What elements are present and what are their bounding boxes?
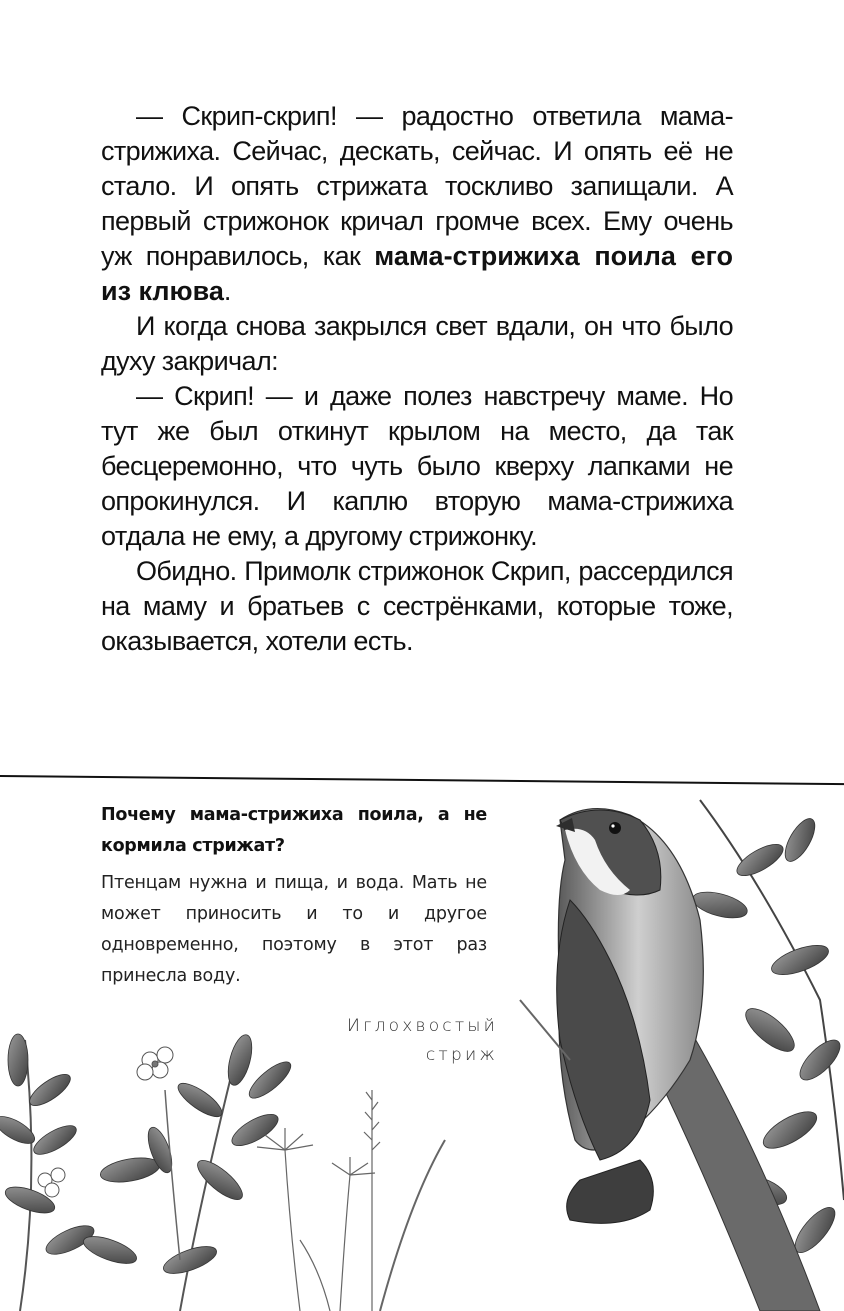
paragraph-1 xyxy=(101,99,733,309)
emphasis-text: мама-стрижиха поила его из клюва xyxy=(101,241,733,306)
story-text xyxy=(101,99,733,659)
paragraph-3 xyxy=(101,379,733,554)
illustration-caption xyxy=(347,1012,498,1070)
flower-icon xyxy=(38,1047,173,1197)
info-box xyxy=(101,800,487,992)
section-divider xyxy=(0,775,844,785)
info-answer: Птенцам нужна и пища, и вода. Мать не может приносить и то и другое одновременно, поэтому в этот раз принесла воду. xyxy=(101,873,487,986)
swift-bird-icon xyxy=(520,809,820,1311)
caption-line-2: стриж xyxy=(425,1045,498,1065)
fern-right-icon xyxy=(690,800,844,1305)
paragraph-1-text: — Скрип-скрип! — радостно ответила мама-стрижиха. Сейчас, дескать, сейчас. И опять её не стало. И опять стрижата тоскливо запищали. А первый стрижонок кричал громче всех. Ему очень уж понравилось, как xyxy=(101,101,733,271)
paragraph-2-text: И когда снова закрылся свет вдали, он что было духу закричал: xyxy=(101,311,733,376)
paragraph-2 xyxy=(101,309,733,379)
grass-icon xyxy=(257,1090,445,1311)
wild-plants-left-icon xyxy=(0,1032,296,1311)
paragraph-4 xyxy=(101,554,733,659)
paragraph-4-text: Обидно. Примолк стрижонок Скрип, рассердился на маму и братьев с сестрёнками, которые тоже, оказывается, хотели есть. xyxy=(101,556,733,656)
info-question: Почему мама-стрижиха поила, а не кормила стрижат? xyxy=(101,805,487,856)
paragraph-1-end: . xyxy=(223,276,231,306)
caption-line-1: Иглохвостый xyxy=(347,1016,498,1036)
paragraph-3-text: — Скрип! — и даже полез навстречу маме. Но тут же был откинут крылом на место, да так бесцеремонно, что чуть было кверху лапками не опрокинулся. И каплю вторую мама-стрижиха отдала не ему, а другому стрижонку. xyxy=(101,381,733,551)
